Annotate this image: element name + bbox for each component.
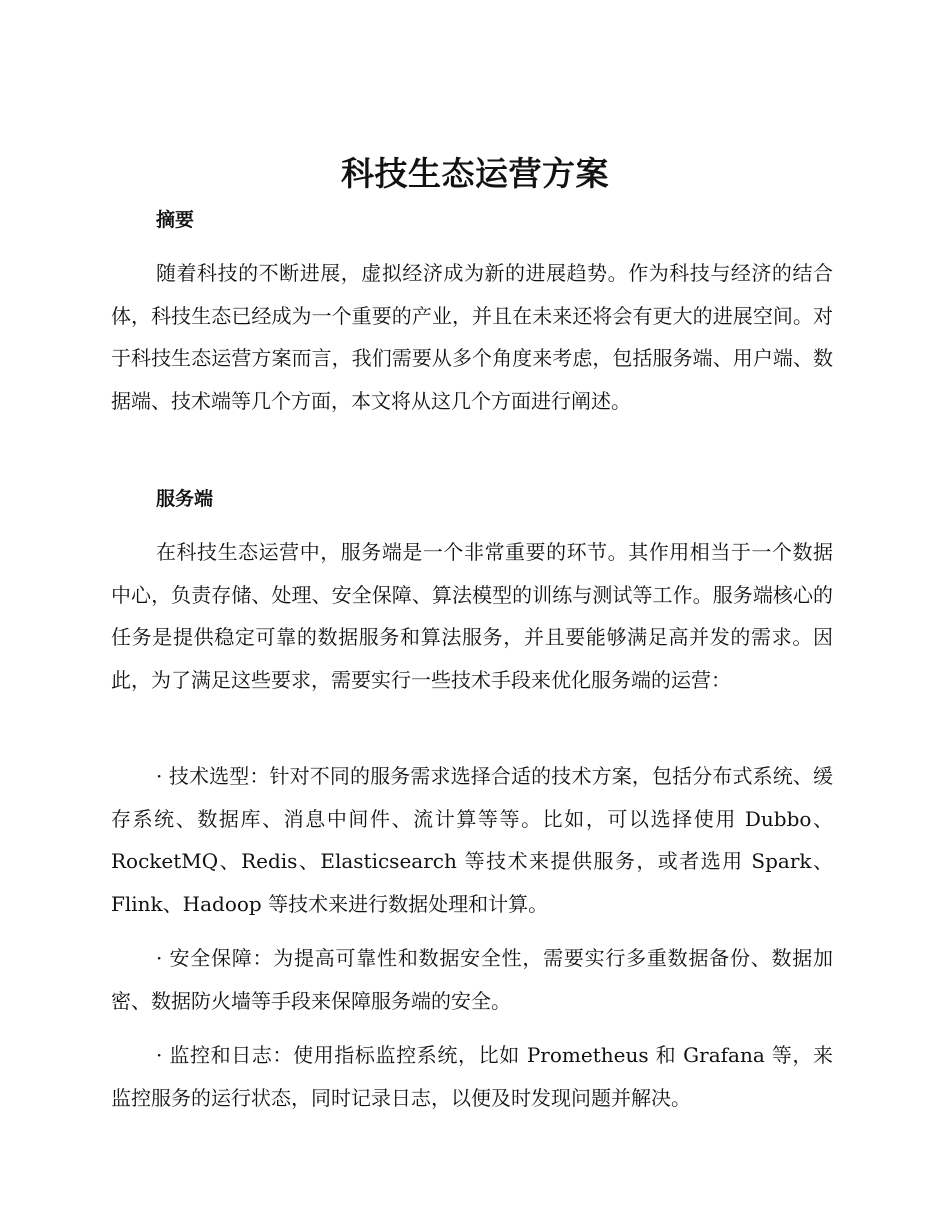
document-title: 科技生态运营方案 (341, 154, 609, 193)
tech-selection-paragraph: · 技术选型：针对不同的服务需求选择合适的技术方案，包括分布式系统、缓存系统、数据库、消息中间件、流计算等等。比如，可以选择使用 Dubbo、RocketMQ、Redis、Elasticsearch 等技术来提供服务，或者选用 Spark、Flink、Hadoop 等技术来进行数据处理和计算。 (111, 764, 833, 916)
abstract-paragraph: 随着科技的不断进展，虚拟经济成为新的进展趋势。作为科技与经济的结合体，科技生态已经成为一个重要的产业，并且在未来还将会有更大的进展空间。对于科技生态运营方案而言，我们需要从多个角度来考虑，包括服务端、用户端、数据端、技术端等几个方面，本文将从这几个方面进行阐述。 (111, 261, 833, 413)
security-paragraph: · 安全保障：为提高可靠性和数据安全性，需要实行多重数据备份、数据加密、数据防火墙等手段来保障服务端的安全。 (111, 946, 833, 1013)
server-intro-paragraph: 在科技生态运营中，服务端是一个非常重要的环节。其作用相当于一个数据中心，负责存储、处理、安全保障、算法模型的训练与测试等工作。服务端核心的任务是提供稳定可靠的数据服务和算法服务，并且要能够满足高并发的需求。因此，为了满足这些要求，需要实行一些技术手段来优化服务端的运营： (111, 540, 833, 692)
monitoring-paragraph: · 监控和日志：使用指标监控系统，比如 Prometheus 和 Grafana 等，来监控服务的运行状态，同时记录日志，以便及时发现问题并解决。 (111, 1043, 833, 1110)
section-heading-server: 服务端 (156, 488, 214, 510)
section-heading-abstract: 摘要 (156, 209, 195, 231)
